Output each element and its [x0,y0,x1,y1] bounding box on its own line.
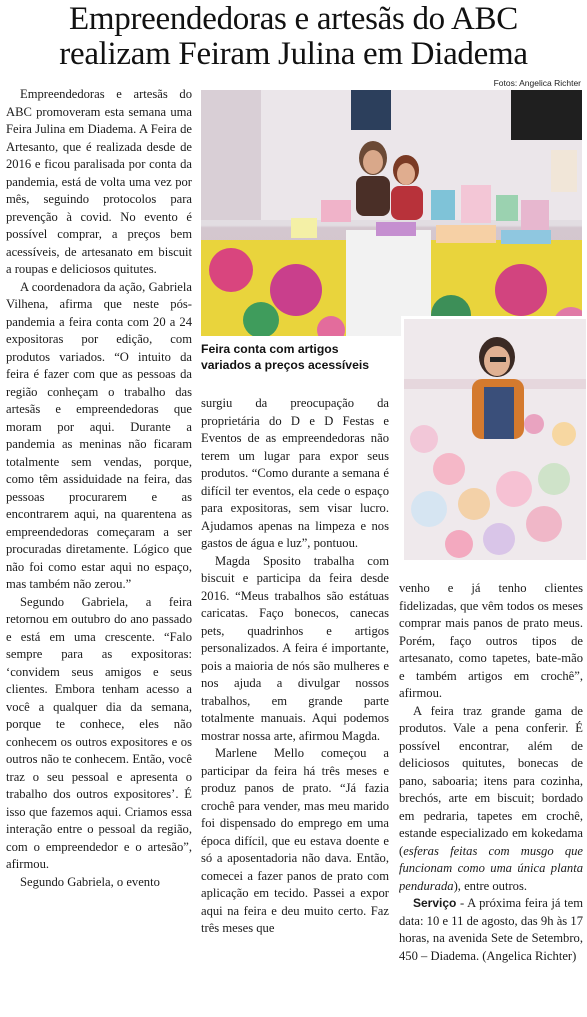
paragraph: Empreendedoras e artesãs do ABC promoveram esta semana uma Feira Julina em Diadema. A Feira de Artesanto, que é realizada desde de 2016 e ficou paralisada por conta da pandemia, está de volta uma vez por mês, seguindo protocolos para prevenção à covid. No evento é possível comprar, a preços bem acessíveis, de artesanato em biscuit a roupas e deliciosos quitutes. [6,87,192,276]
article-column-3 [399,580,583,1015]
photo-caption [201,341,397,373]
fair-stall-photo [201,90,582,336]
service-text: - A próxima feira já tem data: 10 e 11 de agosto, das 9h às 17 horas, na avenida Sete de Setembro, 450 – Diadema. (Angelica Richter) [399,896,583,963]
dolls-photo [401,316,586,560]
paragraph: Marlene Mello começou a participar da feira há três meses e produz panos de prato. “Já fazia crochê para vender, mas meu marido foi dispensado do emprego em uma época difícil, que eu estava doente e só a aposentadoria não dava. Então, comecei a fazer panos de prato com aplicação em tecido. Passei a expor aqui na feira e deu muito certo. Faz três meses que [201,746,389,935]
paragraph: surgiu da preocupação da proprietária do D e D Festas e Eventos de as empreendedoras não terem um lugar para expor seus produtos. “Como durante a semana é difícil ter eventos, ela cede o espaço para expositoras, sem visar lucro. Ajudamos apenas na limpeza e nos gastos de água e luz”, pontuou. [201,396,389,550]
paragraph: venho e já tenho clientes fidelizadas, que vêm todos os meses comprar mais panos de prato meus. Porém, faço outros tipos de artesanato, como tapetes, bate-mão e também artigos em crochê”, afirmou. [399,581,583,700]
service-label: Serviço [413,896,457,910]
service-paragraph [399,895,583,965]
paragraph [399,703,583,896]
paragraph: Magda Sposito trabalha com biscuit e participa da feira desde 2016. “Meus trabalhos são estátuas caricatas. Faço bonecos, canecas pets, quadrinhos e artigos personalizados. A feira é importante, pois a maioria de nós são mulheres e nos ajuda a divulgar nossos trabalhos, em grande parte totalmente manuais. Aqui podemos mostrar nossa arte, afirmou Magda. [201,553,389,743]
italic-span: esferas feitas com musgo que funcionam como uma única planta pendurada [399,843,583,893]
paragraph: Segundo Gabriela, o evento [20,874,160,889]
paragraph: A coordenadora da ação, Gabriela Vilhena, afirma que neste pós-pandemia a feira conta com 20 a 24 expositoras por edição, com produtos variados. “O intuito da feira é fazer com que as pessoas da região conheçam o trabalho das artesãs e empreendedoras que moram por aqui. Durante a pandemia as meninas não ficaram totalmente sem vendas, porque, como têm assiduidade na feira, das pessoas procurarem e as encontrarem aqui, na quarentena as empreendedoras começaram a ser procuradas diretamente. Lógico que não foi como estar aqui no espaço, mas também não zerou.” [6,279,192,591]
headline-line-1: Empreendedoras e artesãs do ABC [69,1,518,37]
caption-line-2: variados a preços acessíveis [201,358,370,372]
caption-line-1: Feira conta com artigos [201,342,339,356]
text-span: A feira traz grande gama de produtos. Vale a pena conferir. É possível encontrar, além de deliciosos quitutes, bonecas de pano, saboaria; itens para cozinha, brechós, arte em biscuit; bordado em pedraria, tapetes em crochê, estande especializado em kokedama ( [399,703,583,858]
article-column-1 [6,86,192,1011]
headline [0,2,587,72]
headline-line-2: realizam Feiram Julina em Diadema [59,36,528,72]
paragraph: Segundo Gabriela, a feira retornou em outubro do ano passado e está em uma crescente. “Falo sempre para as expositoras: ‘convidem seus amigos e seus clientes. Embora tenham acesso a você a qualquer dia da semana, porque te conhece, eles não conhecem os outros expositores e os outros não te conhecem. Então, você traz o seu pessoal e apresenta o trabalho dos outros expositores’. É isso que fazemos aqui. Criamos essa interação entre o pessoal da região, com o empreendedor e o artesão”, afirmou. [6,594,192,871]
article-column-2 [201,395,389,1015]
photo-credit: Fotos: Angelica Richter [493,78,581,88]
text-span: ), entre outros. [453,878,528,893]
